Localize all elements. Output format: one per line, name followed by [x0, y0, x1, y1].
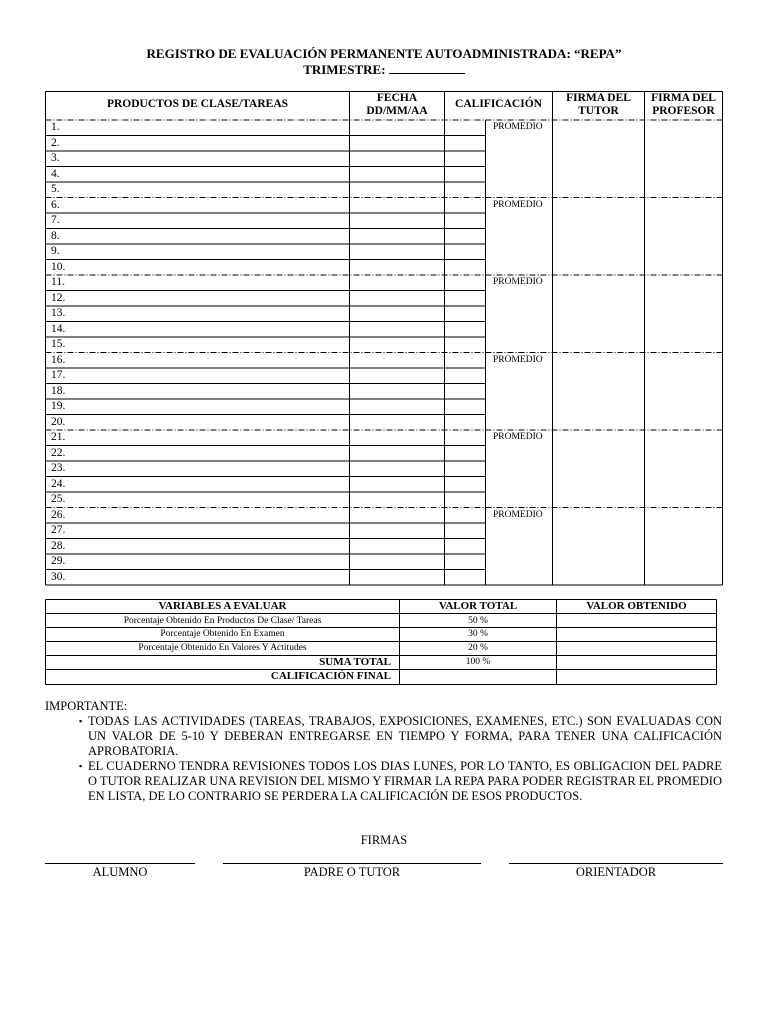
row-number-label: 20.	[51, 415, 66, 428]
importante-item-1	[79, 714, 722, 759]
header-fecha-line2: DD/MM/AA	[366, 105, 428, 117]
importante-item-1-text: TODAS LAS ACTIVIDADES (TAREAS, TRABAJOS, EXPOSICIONES, EXAMENES, ETC.) SON EVALUADAS CON UN VALOR DE 5-10 Y DEBERAN ENTREGARSE EN TIEMPO Y FORMA, PARA TENER UNA CALIFICACIÓN APROBATORIA.	[88, 714, 722, 758]
row-number-label: 17.	[51, 369, 66, 381]
row-number-label: 30.	[51, 570, 66, 583]
header-firma-tutor-line2: TUTOR	[578, 105, 619, 117]
row-number-label: 7.	[51, 214, 60, 226]
promedio-label: PROMEDIO	[493, 354, 543, 365]
promedio-label: PROMEDIO	[493, 277, 543, 287]
signature-label-orientador: ORIENTADOR	[575, 865, 657, 879]
row-number-label: 8.	[51, 229, 60, 242]
header-firma-profesor	[645, 92, 722, 118]
var-suma-total-label: SUMA TOTAL	[319, 656, 391, 668]
header-calificacion: CALIFICACIÓN	[455, 98, 542, 110]
firmas-title: FIRMAS	[360, 833, 408, 847]
var-row-valores-total: 20 %	[468, 643, 488, 653]
row-number-label: 3.	[51, 152, 60, 164]
row-number-label: 26.	[51, 508, 66, 521]
header-firma-tutor-line1: FIRMA DEL	[566, 92, 631, 104]
importante-item-2-text: EL CUADERNO TENDRA REVISIONES TODOS LOS DIAS LUNES, POR LO TANTO, ES OBLIGACION DEL PADRE O TUTOR REALIZAR UNA REVISION DEL MISMO Y FIRMAR LA REPA PARA PODER REGISTRAR EL PROMEDIO EN LISTA, DE LO CONTRARIO SE PERDERA LA CALIFICACIÓN DE ESOS PRODUCTOS.	[88, 759, 722, 803]
row-number-label: 27.	[51, 524, 66, 536]
importante-item-2	[79, 759, 722, 804]
trimestre-label: TRIMESTRE:	[303, 62, 386, 77]
row-number-label: 12.	[51, 291, 66, 304]
row-number-label: 6.	[51, 198, 60, 211]
importante-title: IMPORTANTE:	[45, 699, 128, 713]
var-row-valores-label: Porcentaje Obtenido En Valores Y Actitudes	[138, 643, 307, 653]
var-calificacion-final-label: CALIFICACIÓN FINAL	[270, 670, 391, 682]
var-suma-total-value: 100 %	[465, 657, 491, 667]
var-row-examen-label: Porcentaje Obtenido En Examen	[160, 629, 285, 639]
row-number-label: 19.	[51, 400, 66, 412]
main-table-grid	[46, 92, 723, 586]
document-title: REGISTRO DE EVALUACIÓN PERMANENTE AUTOADMINISTRADA: “REPA”	[146, 46, 622, 61]
signature-label-padre: PADRE O TUTOR	[303, 865, 401, 879]
row-number-label: 23.	[51, 462, 66, 474]
bullet-square-icon: ▪	[79, 761, 83, 771]
header-firma-profesor-line1: FIRMA DEL	[651, 92, 716, 104]
row-number-label: 16.	[51, 353, 66, 366]
header-fecha	[350, 92, 444, 118]
bullet-square-icon: ▪	[79, 716, 83, 726]
row-number-label: 5.	[51, 183, 60, 195]
row-number-label: 25.	[51, 493, 66, 505]
signature-line-alumno[interactable]	[45, 863, 195, 864]
row-number-label: 9.	[51, 245, 60, 257]
var-row-productos-total: 50 %	[468, 616, 488, 626]
header-fecha-line1: FECHA	[376, 92, 418, 104]
row-number-label: 21.	[51, 431, 66, 443]
row-number-label: 28.	[51, 539, 66, 552]
var-header-valor-total: VALOR TOTAL	[438, 600, 518, 612]
row-number-label: 4.	[51, 167, 60, 180]
var-row-examen-total: 30 %	[468, 629, 488, 639]
row-number-label: 10.	[51, 260, 66, 273]
promedio-label: PROMEDIO	[493, 199, 543, 210]
row-number-label: 15.	[51, 338, 66, 350]
row-number-label: 22.	[51, 446, 66, 459]
var-header-valor-obtenido: VALOR OBTENIDO	[586, 600, 687, 612]
header-firma-profesor-line2: PROFESOR	[652, 105, 715, 117]
signature-label-alumno: ALUMNO	[92, 865, 148, 879]
var-header-variables: VARIABLES A EVALUAR	[158, 600, 287, 612]
header-firma-tutor	[553, 92, 644, 118]
var-row-productos-label: Porcentaje Obtenido En Productos De Clase/ Tareas	[123, 616, 322, 626]
row-number-label: 29.	[51, 555, 66, 567]
row-number-label: 18.	[51, 384, 66, 397]
signature-line-orientador[interactable]	[509, 863, 723, 864]
row-number-label: 14.	[51, 322, 66, 335]
row-number-label: 1.	[51, 121, 60, 133]
promedio-label: PROMEDIO	[493, 432, 543, 442]
row-number-label: 2.	[51, 136, 60, 149]
promedio-label: PROMEDIO	[493, 509, 543, 520]
header-productos: PRODUCTOS DE CLASE/TAREAS	[106, 98, 289, 110]
row-number-label: 24.	[51, 477, 66, 490]
row-number-label: 13.	[51, 307, 66, 319]
promedio-label: PROMEDIO	[493, 122, 543, 132]
row-number-label: 11.	[51, 276, 65, 288]
signature-line-padre[interactable]	[223, 863, 481, 864]
